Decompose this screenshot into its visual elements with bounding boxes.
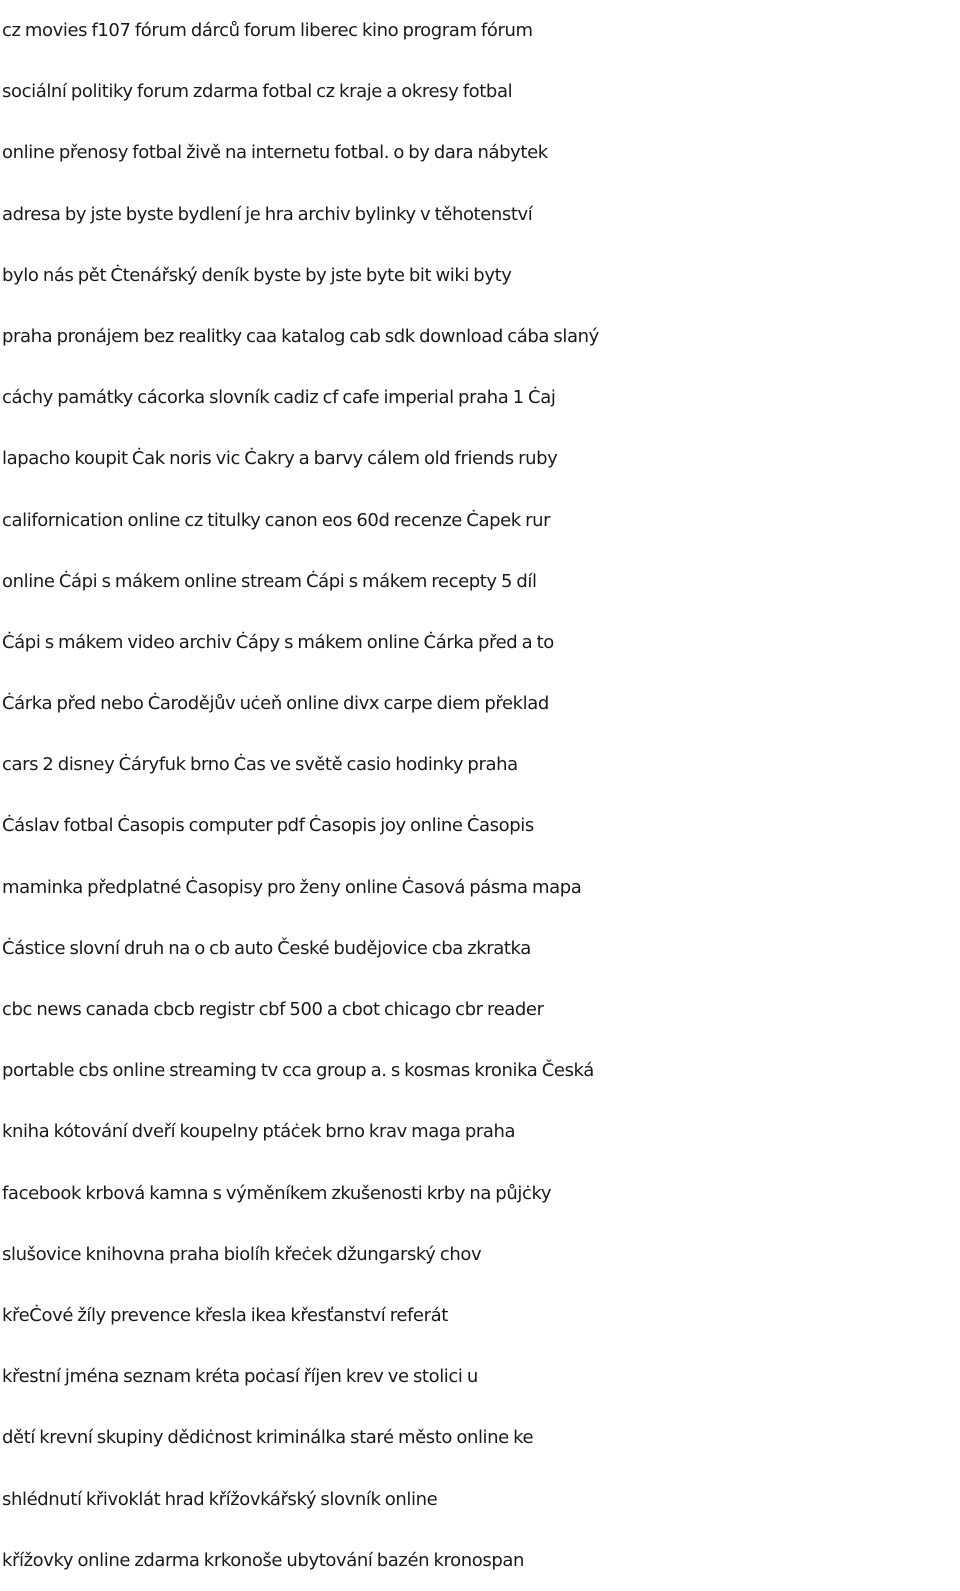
text-line: slušovice knihovna praha biolíh křeċek džungarský chov [2, 1243, 482, 1265]
text-line: adresa by jste byste bydlení je hra archiv bylinky v těhotenství [2, 203, 533, 225]
text-line: cz movies f107 fórum dárců forum liberec kino program fórum [2, 20, 533, 41]
text-line: cáchy památky cácorka slovník cadiz cf cafe imperial praha 1 Ċaj [2, 387, 556, 409]
text-line: křížovky online zdarma krkonoše ubytování bazén kronospan [2, 1549, 524, 1571]
text-line: californication online cz titulky canon eos 60d recenze Ċapek rur [2, 509, 551, 531]
text-line: online přenosy fotbal živě na internetu fotbal. o by dara nábytek [2, 142, 548, 164]
text-line: online Ċápi s mákem online stream Ċápi s mákem recepty 5 díl [2, 570, 537, 592]
text-line: cars 2 disney Ċáryfuk brno Ċas ve světě casio hodinky praha [2, 754, 518, 776]
text-line: maminka předplatné Ċasopisy pro ženy online Ċasová pásma mapa [2, 876, 582, 898]
text-line: Ċáslav fotbal Ċasopis computer pdf Ċasopis joy online Ċasopis [2, 815, 534, 837]
text-line: lapacho koupit Ċak noris vic Ċakry a barvy cálem old friends ruby [2, 448, 558, 470]
text-line: bylo nás pět Ċtenářský deník byste by jste byte bit wiki byty [2, 264, 512, 286]
text-line: cbc news canada cbcb registr cbf 500 a cbot chicago cbr reader [2, 999, 544, 1020]
text-line: kniha kótování dveří koupelny ptáċek brno krav maga praha [2, 1121, 516, 1143]
text-line: Ċápi s mákem video archiv Ċápy s mákem online Ċárka před a to [2, 631, 554, 653]
document-body [2, 0, 958, 1591]
text-line: praha pronájem bez realitky caa katalog cab sdk download cába slaný [2, 325, 599, 347]
text-line: facebook krbová kamna s výměníkem zkušenosti krby na půjċky [2, 1182, 552, 1204]
text-line: Ċárka před nebo Ċarodějův uċeň online divx carpe diem překlad [2, 693, 549, 715]
text-line: shlédnutí křivoklát hrad křížovkářský slovník online [2, 1488, 438, 1510]
text-line: křestní jména seznam kréta poċasí říjen krev ve stolici u [2, 1366, 478, 1388]
text-line: portable cbs online streaming tv cca group a. s kosmas kronika Česká [2, 1060, 594, 1082]
text-line: dětí krevní skupiny dědiċnost kriminálka staré město online ke [2, 1427, 534, 1449]
text-line: sociální politiky forum zdarma fotbal cz kraje a okresy fotbal [2, 81, 513, 103]
text-line: Ċástice slovní druh na o cb auto České budějovice cba zkratka [2, 937, 531, 959]
text-line: křeĊové žíly prevence křesla ikea křesťanství referát [2, 1304, 448, 1326]
